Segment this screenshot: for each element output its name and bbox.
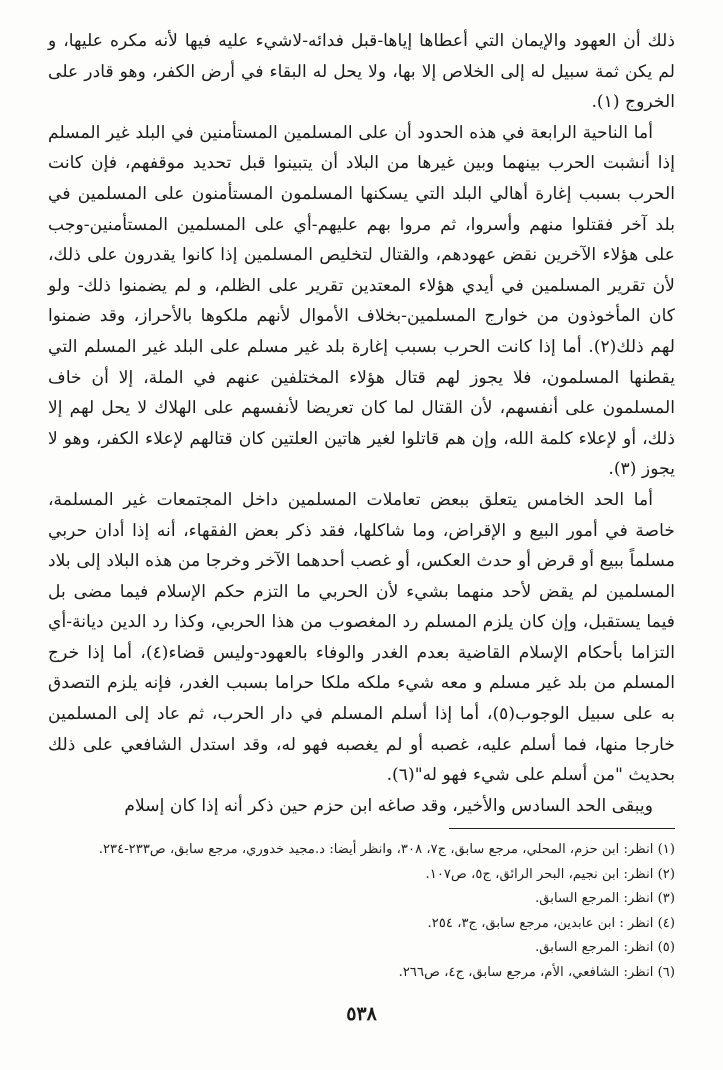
- footnote-6: (٦) انظر: الشافعي، الأم، مرجع سابق، ج٤، ص٢٦٦.: [398, 964, 675, 980]
- main-text: [48, 26, 675, 821]
- paragraph-1: ذلك أن العهود والإيمان التي أعطاها إياها-قبل فدائه-لاشيء عليه فيها لأنه مكره عليها، و لم يكن ثمة سبيل له إلى الخلاص إلا بها، ولا يحل له البقاء في أرض الكفر، وهو قادر على الخروج (١).: [48, 31, 675, 113]
- footnote-4: (٤) انظر : ابن عابدين، مرجع سابق، ج٣، ٢٥٤.: [427, 915, 675, 931]
- footnote-5: (٥) انظر: المرجع السابق.: [535, 940, 675, 955]
- paragraph-4: ويبقى الحد السادس والأخير، وقد صاغه ابن حزم حين ذكر أنه إذا كان إسلام: [124, 795, 653, 816]
- footnote-2: (٢) انظر: ابن نجيم، البحر الرائق، ج٥، ص١٠٧.: [425, 866, 675, 882]
- page-number: ٥٣٨: [346, 1003, 377, 1025]
- footnote-3: (٣) انظر: المرجع السابق.: [535, 891, 675, 906]
- paragraph-3: أما الحد الخامس يتعلق ببعض تعاملات المسلمين داخل المجتمعات غير المسلمة، خاصة في أمور البيع و الإقراض، وما شاكلها، فقد ذكر بعض الفقهاء، أنه إذا أدان حربي مسلماً ببيع أو قرض أو حدث العكس، أو غصب أحدهما الآخر وخرجا من هذه البلاد إلى بلاد المسلمين لم يقض لأحد منهما بشيء لأن الحربي ما التزم حكم الإسلام فيما مضى بل فيما يستقبل، وإن كان يلزم المسلم رد المغصوب من هذا الحربي، وكذا رد الدين ديانة-أي التزاما بأحكام الإسلام القاضية بعدم الغدر والوفاء بالعهود-وليس قضاء(٤)، أما إذا خرج المسلم من بلد غير مسلم و معه شيء ملكه ملكا حراما بسبب الغدر، فإنه يلزم التصدق به على سبيل الوجوب(٥)، أما إذا أسلم المسلم في دار الحرب، ثم عاد إلى المسلمين خارجا منها، فما أسلم عليه، غصبه أو لم يغصبه فهو له، وقد استدل الشافعي على ذلك بحديث "من أسلم على شيء فهو له"(٦).: [48, 489, 675, 786]
- footnotes: [48, 838, 675, 985]
- paragraph-2: أما الناحية الرابعة في هذه الحدود أن على المسلمين المستأمنين في البلد غير المسلم إذا أنشبت الحرب بينهما وبين غيرها من البلاد أن يتبينوا قبل تحديد موقفهم، فإن كانت الحرب بسبب إغارة أهالي البلد التي يسكنها المسلمون المستأمنون على المسلمين في بلد آخر فقتلوا منهم وأسروا، ثم مروا بهم عليهم-أي على المسلمين المستأمنين-وجب على هؤلاء الآخرين نقض عهودهم، والقتال لتخليص المسلمين إذا كانوا يقدرون على ذلك، لأن تقرير المسلمين في أيدي هؤلاء المعتدين تقرير على الظلم، و لم يضمنوا ذلك- ولو كان المأخوذون من خوارج المسلمين-بخلاف الأموال لأنهم ملكوها بالأحراز، وقد ضمنوا لهم ذلك(٢). أما إذا كانت الحرب بسبب إغارة بلد غير مسلم على البلد غير المسلم التي يقطنها المسلمون، فلا يجوز لهم قتال هؤلاء المختلفين عنهم في الملة، إلا أن خاف المسلمون على أنفسهم، لأن القتال لما كان تعريضا لأنفسهم على الهلاك لا يحل لهم إلا ذلك، أو لإعلاء كلمة الله، وإن هم قاتلوا لغير هاتين العلتين كان قتالهم لإعلاء الكفر، وهو لا يجوز (٣).: [48, 122, 675, 480]
- footnote-separator: [449, 828, 675, 829]
- footnote-1: (١) انظر: ابن حزم، المحلي، مرجع سابق، ج٧، ٣٠٨، وانظر أيضا: د.مجيد خدوري، مرجع سابق، ص٢٣٣-٢٣٤.: [98, 842, 675, 857]
